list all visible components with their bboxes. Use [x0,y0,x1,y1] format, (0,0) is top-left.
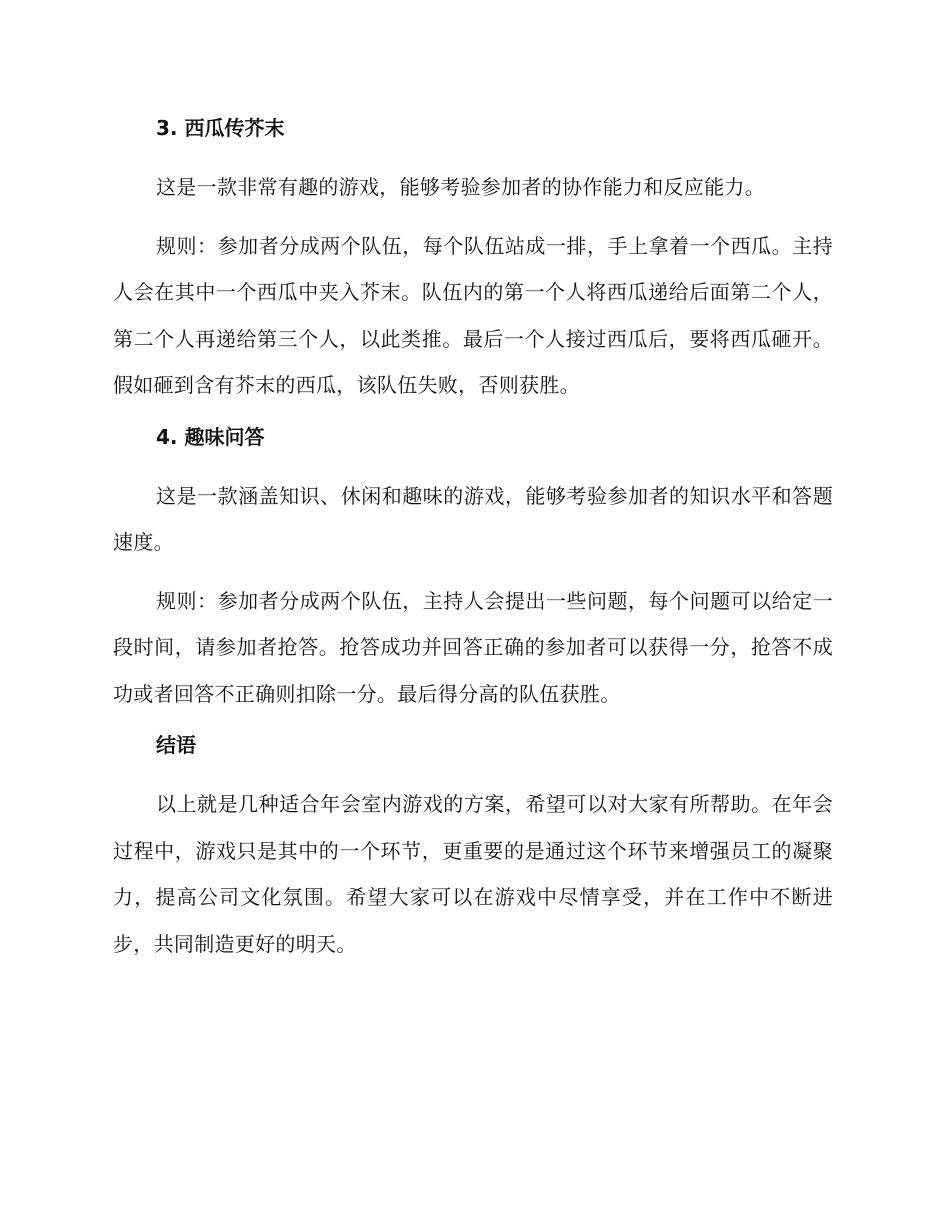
section-heading: 3. 西瓜传芥末 [156,116,285,140]
section-quiz [113,421,833,718]
conclusion-text: 以上就是几种适合年会室内游戏的方案，希望可以对大家有所帮助。在年会过程中，游戏只是其中的一个环节，更重要的是通过这个环节来增强员工的凝聚力，提高公司文化氛围。希望大家可以在游戏中尽情享受，并在工作中不断进步，共同制造更好的明天。 [113,792,833,956]
section-heading: 结语 [156,733,196,757]
section-rules: 规则：参加者分成两个队伍，每个队伍站成一排，手上拿着一个西瓜。主持人会在其中一个西瓜中夹入芥末。队伍内的第一个人将西瓜递给后面第二个人，第二个人再递给第三个人，以此类推。最后一个人接过西瓜后，要将西瓜砸开。假如砸到含有芥末的西瓜，该队伍失败，否则获胜。 [113,233,833,397]
section-watermelon-mustard [113,112,833,409]
section-rules: 规则：参加者分成两个队伍，主持人会提出一些问题，每个问题可以给定一段时间，请参加者抢答。抢答成功并回答正确的参加者可以获得一分，抢答不成功或者回答不正确则扣除一分。最后得分高的队伍获胜。 [113,588,833,706]
section-intro: 这是一款涵盖知识、休闲和趣味的游戏，能够考验参加者的知识水平和答题速度。 [113,483,833,554]
document-body [113,112,833,979]
section-heading: 4. 趣味问答 [156,424,265,449]
section-conclusion [113,729,833,967]
section-intro: 这是一款非常有趣的游戏，能够考验参加者的协作能力和反应能力。 [156,175,765,199]
